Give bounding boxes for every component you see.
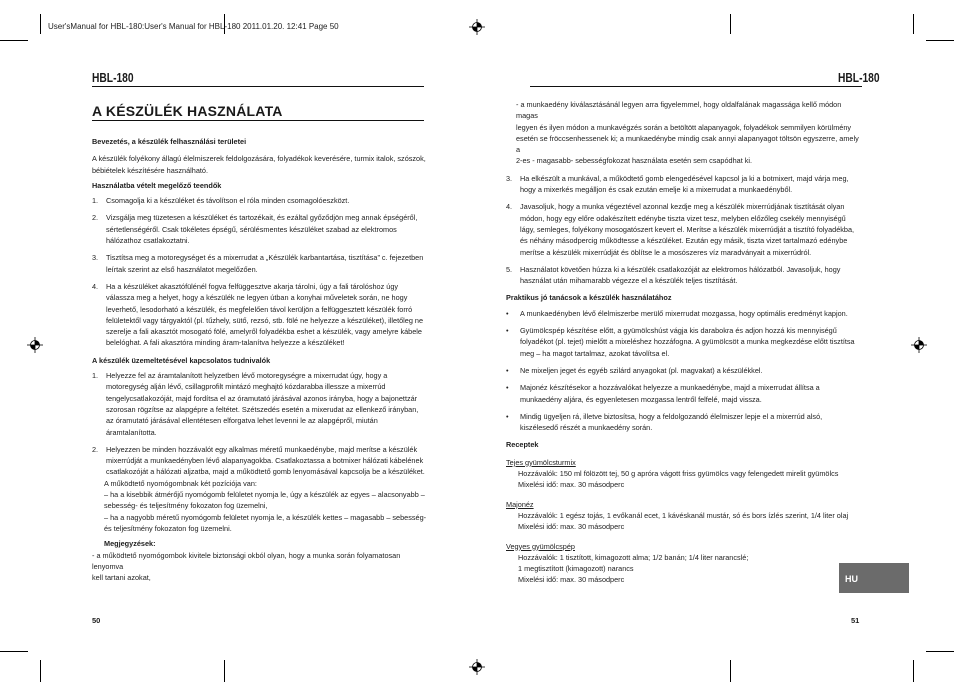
item-text: Tisztítsa meg a motoregységet és a mixerrudat a „Készülék karbantartása, tisztítása” c. fejezetben leírtak szerint az első használatot megelőzően. <box>106 253 424 274</box>
crop-mark <box>913 660 914 682</box>
header-rule-left <box>92 86 424 87</box>
bullet-item <box>506 308 862 319</box>
item-text: Javasoljuk, hogy a munka végeztével azonnal kezdje meg a készülék mixerrúdjának tisztítását olyan módon, hogy egy előre odakészített edénybe tiszta vizet tesz, melyben előzőleg csekély mennyiségű lágy, semleges, folyékony mosogatószert kevert el. Merítse a készülék mixerrúdját a tisztító folyadékba, és néhány másodpercig működtesse a készüléket. Ezután egy másik, tiszta vizet tartalmazó edénybe merítse a készülék mixerrúdját és öblítse le a mosószeres víz maradványait a mixerrúdról. <box>520 202 855 257</box>
item-number: 2. <box>92 213 99 223</box>
text-line: A működtető nyomógombnak két pozíciója van: <box>104 478 257 488</box>
list-item <box>506 173 862 196</box>
list-item <box>92 370 428 438</box>
header-rule-right <box>530 86 862 87</box>
model-label-left: HBL-180 <box>92 71 134 85</box>
recipe-line: Hozzávalók: 150 ml fölözött tej, 50 g apróra vágott friss gyümölcs vagy felengedett mirelit gyümölcs <box>518 469 839 479</box>
crop-mark <box>926 651 954 652</box>
item-text: Ha a készüléket akasztófülénél fogva felfüggesztve akarja tárolni, úgy a fali tárolóshoz úgy válassza meg a helyet, hogy a készülék ne legyen útban a konyhai műveletek során, ne hogy leverhető, lesodorható a készülék, és megfelelően távol kerüljön a felfüggesztett készülék forró felületektől vagy tárgyaktól (pl. tűzhely, sütő, rezsó, stb. fölé ne helyezze a készüléket), illetőleg ne szerelje a fali akasztót mosogató fölé, amelyről folyadékba eshet a készülék, vagy amelyre kábele belelóghat. A fali akasztóra minding áram-talanítva helyezze a készüléket! <box>106 281 424 348</box>
list-item <box>92 444 428 478</box>
text-line: sebesség- és teljesítmény fokozaton fog üzemelni, <box>104 501 268 511</box>
item-text: A munkaedényben lévő élelmiszerbe merülő mixerrudat mozgassa, hogy optimális eredményt kapjon. <box>520 308 848 318</box>
recipes-heading: Receptek <box>506 440 539 450</box>
item-number: 1. <box>92 371 99 381</box>
item-number: 4. <box>506 202 513 212</box>
text-line: – ha a nagyobb méretű nyomógomb felületet nyomja le, a készülék kettes – magasabb – sebesség- <box>104 512 427 522</box>
list-item <box>92 252 428 275</box>
registration-mark-icon <box>911 337 927 353</box>
recipe-line: Mixelési idő: max. 30 másodperc <box>518 522 625 532</box>
list-item <box>92 195 428 206</box>
item-text: Majonéz készítésekor a hozzávalókat helyezze a munkaedénybe, majd a mixerrudat állítsa a munkaedény aljára, és egyenletesen mozgassa lentről felfelé, majd vissza. <box>520 383 820 404</box>
item-number: 1. <box>92 196 99 206</box>
crop-mark <box>730 660 731 682</box>
item-text: Használatot követően húzza ki a készülék csatlakozóját az elektromos hálózatból. Javasoljuk, hogy használat után mihamarabb végezze el a készülék teljes tisztítását. <box>520 264 841 286</box>
intro-text: A készülék folyékony állagú élelmiszerek feldolgozására, folyadékok keverésére, turmix italok, szószok, bébiételek készítésére használható. <box>92 154 426 175</box>
crop-mark <box>913 14 914 34</box>
item-number: 3. <box>506 173 513 183</box>
right-column <box>506 99 862 586</box>
registration-mark-icon <box>27 337 43 353</box>
page-number-left: 50 <box>92 616 101 625</box>
bullet-item <box>506 325 862 359</box>
recipe-name: Tejes gyümölcsturmix <box>506 457 576 467</box>
recipe-line: Mixelési idő: max. 30 másodperc <box>518 575 625 585</box>
crop-mark <box>0 651 28 652</box>
left-column <box>92 136 428 583</box>
recipe-line: Hozzávalók: 1 tisztított, kimagozott alma; 1/2 banán; 1/4 liter narancslé; <box>518 552 749 562</box>
recipe-line: 1 megtisztított (kimagozott) narancs <box>518 564 634 574</box>
list-item <box>506 201 862 257</box>
crop-mark <box>0 40 28 41</box>
crop-mark <box>224 660 225 682</box>
item-number: 2. <box>92 444 99 454</box>
item-text: Helyezzen be minden hozzávalót egy alkalmas méretű munkaedénybe, majd merítse a készülék mixerrúdját a munkaedényben lévő alapanyagokba. Csatlakoztassa a botmixer hálózati kábelének csatlakozóját a hálózati aljzatba, majd a működtető gomb lenyomásával kapcsolja be a készüléket. <box>106 444 425 477</box>
operation-heading: A készülék üzemeltetésével kapcsolatos tudnivalók <box>92 355 271 365</box>
crop-mark <box>926 40 954 41</box>
notes-heading: Megjegyzések: <box>104 539 156 549</box>
language-tab: HU <box>839 563 909 593</box>
bullet-item <box>506 411 862 434</box>
bullet-icon: • <box>506 411 509 421</box>
tips-heading: Praktikus jó tanácsok a készülék használatához <box>506 293 672 303</box>
text-line: esetén se fröccsenhessenek ki; a munkaedénybe mindig csak annyi alapanyagot töltsön egyszerre, amely a <box>516 133 859 155</box>
recipe-line: Hozzávalók: 1 egész tojás, 1 evőkanál ecet, 1 kávéskanál mustár, só és bors ízlés szerint, 1/4 liter olaj <box>518 510 849 520</box>
item-text: Ne mixeljen jeget és egyéb szilárd anyagokat (pl. magvakat) a készülékkel. <box>520 365 763 375</box>
list-item <box>506 264 862 287</box>
recipe-name: Vegyes gyümölcspép <box>506 541 575 551</box>
item-text: Vizsgálja meg tüzetesen a készüléket és tartozékait, és ezáltal győződjön meg annak épségéről, sértetlenségéről. Csak tökéletes épségű, sérülésmentes készüléket szabad az elektromos hálózathoz csatlakoztatni. <box>106 213 418 246</box>
page-title: A KÉSZÜLÉK HASZNÁLATA <box>92 103 283 119</box>
bullet-icon: • <box>506 383 509 393</box>
item-text: Mindig ügyeljen rá, illetve biztosítsa, hogy a feldolgozandó élelmiszer lepje el a mixerrúd alsó, kiszélesedő részét a munkaedény során. <box>520 411 823 433</box>
text-line: - a munkaedény kiválasztásánál legyen arra figyelemmel, hogy oldalfalának magassága kellő módon magas <box>516 100 842 121</box>
list-item <box>92 212 428 246</box>
crop-mark <box>730 14 731 34</box>
bullet-icon: • <box>506 365 509 375</box>
item-number: 3. <box>92 253 99 263</box>
registration-mark-icon <box>469 19 485 35</box>
registration-mark-icon <box>469 659 485 675</box>
bullet-icon: • <box>506 308 509 318</box>
text-line: és teljesítmény fokozaton fog üzemelni. <box>104 523 232 533</box>
title-rule <box>92 120 424 121</box>
item-text: Csomagolja ki a készüléket és távolítson el róla minden csomagolóeszközt. <box>106 196 350 206</box>
text-line: legyen és ilyen módon a munkavégzés során a betöltött alapanyagok, folyadékok semmilyen körülmény <box>516 122 852 132</box>
list-item <box>92 281 428 349</box>
page-number-right: 51 <box>851 616 860 625</box>
recipe-name: Majonéz <box>506 499 534 509</box>
item-text: Helyezze fel az áramtalanított helyzetben lévő motoregységre a mixerrudat úgy, hogy a motoregység alján lévő, csillagprofilt mintázó meghajtó kózdarabba illessze a mixerrúd tengelycsatlakozóját, majd fordítsa el az óramutató járásával azonos irányba, hogy a bajonettzár szorosan rögzítse az alapgépre a feltétet. Szétszedés esetén a mixerudat az ellenkező irányban, az óramutató járásával ellentétesen elforgatva lehet levenni le az alapgépről, miután áramtalanította. <box>106 371 419 437</box>
bullet-item <box>506 365 862 376</box>
bullet-item <box>506 382 862 405</box>
intro-heading: Bevezetés, a készülék felhasználási területei <box>92 137 247 146</box>
prep-heading: Használatba vételt megelőző teendők <box>92 180 222 190</box>
text-line: kell tartani azokat, <box>92 573 151 583</box>
text-line: - a működtető nyomógombok kivitele biztonsági okból olyan, hogy a munka során folyamatosan lenyomva <box>92 550 401 571</box>
recipe-line: Mixelési idő: max. 30 másodperc <box>518 480 625 490</box>
model-label-right: HBL-180 <box>838 71 880 85</box>
item-number: 5. <box>506 264 513 274</box>
item-text: Ha elkészült a munkával, a működtető gomb elengedésével kapcsol ja ki a botmixert, majd várja meg, hogy a mixerkés megálljon és csak ezután emelje ki a mixerrudat a munkaedényből. <box>520 173 849 195</box>
item-text: Gyümölcspép készítése előtt, a gyümölcshúst vágja kis darabokra és adjon hozzá kis mennyiségű folyadékot (pl. tejet) mielőtt a mixeléshez hozzáfogna. A gyümölcsöt a munka megkezdése előtt tisztítsa meg – ha magot tartalmaz, azokat távolítsa el. <box>520 326 855 358</box>
text-line: 2-es - magasabb- sebességfokozat használata esetén sem csapódhat ki. <box>516 156 753 166</box>
bullet-icon: • <box>506 326 509 336</box>
item-number: 4. <box>92 281 99 291</box>
crop-mark <box>40 660 41 682</box>
text-line: – ha a kisebbik átmérőjű nyomógomb felületet nyomja le, úgy a készülék az egyes – alacsonyabb – <box>104 490 425 500</box>
print-header: User'sManual for HBL-180:User's Manual for HBL-180 2011.01.20. 12:41 Page 50 <box>48 22 339 31</box>
crop-mark <box>40 14 41 34</box>
